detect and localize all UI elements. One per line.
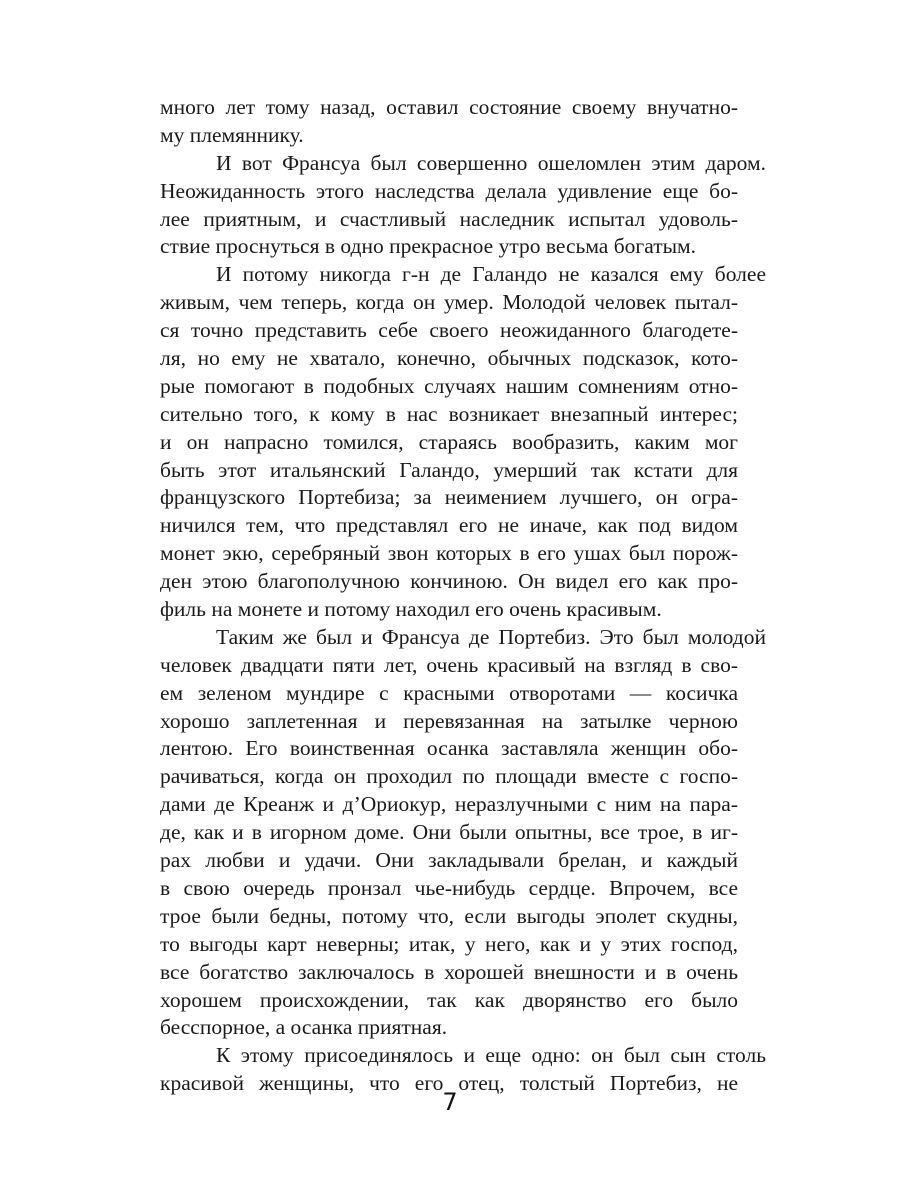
text-line: де, как и в игорном доме. Они были опытны, все трое, в иг- bbox=[160, 820, 738, 845]
text-line: филь на монете и потому находил его очень красивым. bbox=[160, 597, 662, 622]
text-line: хорошо заплетенная и перевязанная на затылке черною bbox=[160, 708, 738, 733]
text-line: хорошем происхождении, так как дворянство его было bbox=[160, 987, 738, 1012]
paragraph-start-line: К этому присоединялось и еще одно: он был сын столь bbox=[216, 1043, 766, 1068]
text-line: лее приятным, и счастливый наследник испытал удоволь- bbox=[160, 206, 738, 231]
paragraph-start-line: И потому никогда г-н де Галандо не казался ему более bbox=[216, 262, 766, 287]
text-line: рачиваться, когда он проходил по площади вместе с госпо- bbox=[160, 764, 738, 789]
text-line: то выгоды карт неверны; итак, у него, как и у этих господ, bbox=[160, 931, 738, 956]
text-line: ничился тем, что представлял его не иначе, как под видом bbox=[160, 513, 738, 538]
text-line: ствие проснуться в одно прекрасное утро весьма богатым. bbox=[160, 234, 697, 259]
text-line: сительно того, к кому в нас возникает внезапный интерес; bbox=[160, 401, 738, 426]
text-line: живым, чем теперь, когда он умер. Молодой человек пытал- bbox=[160, 290, 738, 315]
text-line: в свою очередь пронзал чье-нибудь сердце. Впрочем, все bbox=[160, 875, 738, 900]
text-line: ем зеленом мундире с красными отворотами — косичка bbox=[160, 680, 738, 705]
paragraph-start-line: И вот Франсуа был совершенно ошеломлен этим даром. bbox=[216, 150, 766, 175]
text-line: ся точно представить себе своего неожиданного благодете- bbox=[160, 318, 738, 343]
text-line: много лет тому назад, оставил состояние своему внучатно- bbox=[160, 95, 738, 119]
text-line: красивой женщины, что его отец, толстый Портебиз, не bbox=[160, 1071, 738, 1096]
page-number: 7 bbox=[442, 1088, 458, 1116]
text-line: лентою. Его воинственная осанка заставляла женщин обо- bbox=[160, 736, 738, 761]
text-line: ден этою благополучною кончиною. Он видел его как про- bbox=[160, 569, 738, 594]
text-line: и он напрасно томился, стараясь вообразить, каким мог bbox=[160, 429, 738, 454]
text-line: ля, но ему не хватало, конечно, обычных подсказок, кото- bbox=[160, 346, 738, 371]
text-line: французского Портебиза; за неимением лучшего, он огра- bbox=[160, 485, 738, 510]
paragraph-start-line: Таким же был и Франсуа де Портебиз. Это был молодой bbox=[216, 624, 766, 649]
text-line: человек двадцати пяти лет, очень красивый на взгляд в сво- bbox=[160, 652, 738, 677]
text-line: рые помогают в подобных случаях нашим сомнениям отно- bbox=[160, 373, 738, 398]
text-line: бесспорное, а осанка приятная. bbox=[160, 1015, 448, 1040]
body-text bbox=[160, 94, 766, 1098]
text-line: дами де Креанж и д’Ориокур, неразлучными с ним на пара- bbox=[160, 792, 738, 817]
text-line: трое были бедны, потому что, если выгоды эполет скудны, bbox=[160, 903, 738, 928]
text-line: му племяннику. bbox=[160, 122, 304, 147]
text-line: все богатство заключалось в хорошей внешности и в очень bbox=[160, 959, 738, 984]
text-line: Неожиданность этого наследства делала удивление еще бо- bbox=[160, 178, 738, 203]
text-line: быть этот итальянский Галандо, умерший так кстати для bbox=[160, 457, 738, 482]
text-line: монет экю, серебряный звон которых в его ушах был порож- bbox=[160, 541, 738, 566]
text-line: рах любви и удачи. Они закладывали брелан, и каждый bbox=[160, 848, 738, 873]
